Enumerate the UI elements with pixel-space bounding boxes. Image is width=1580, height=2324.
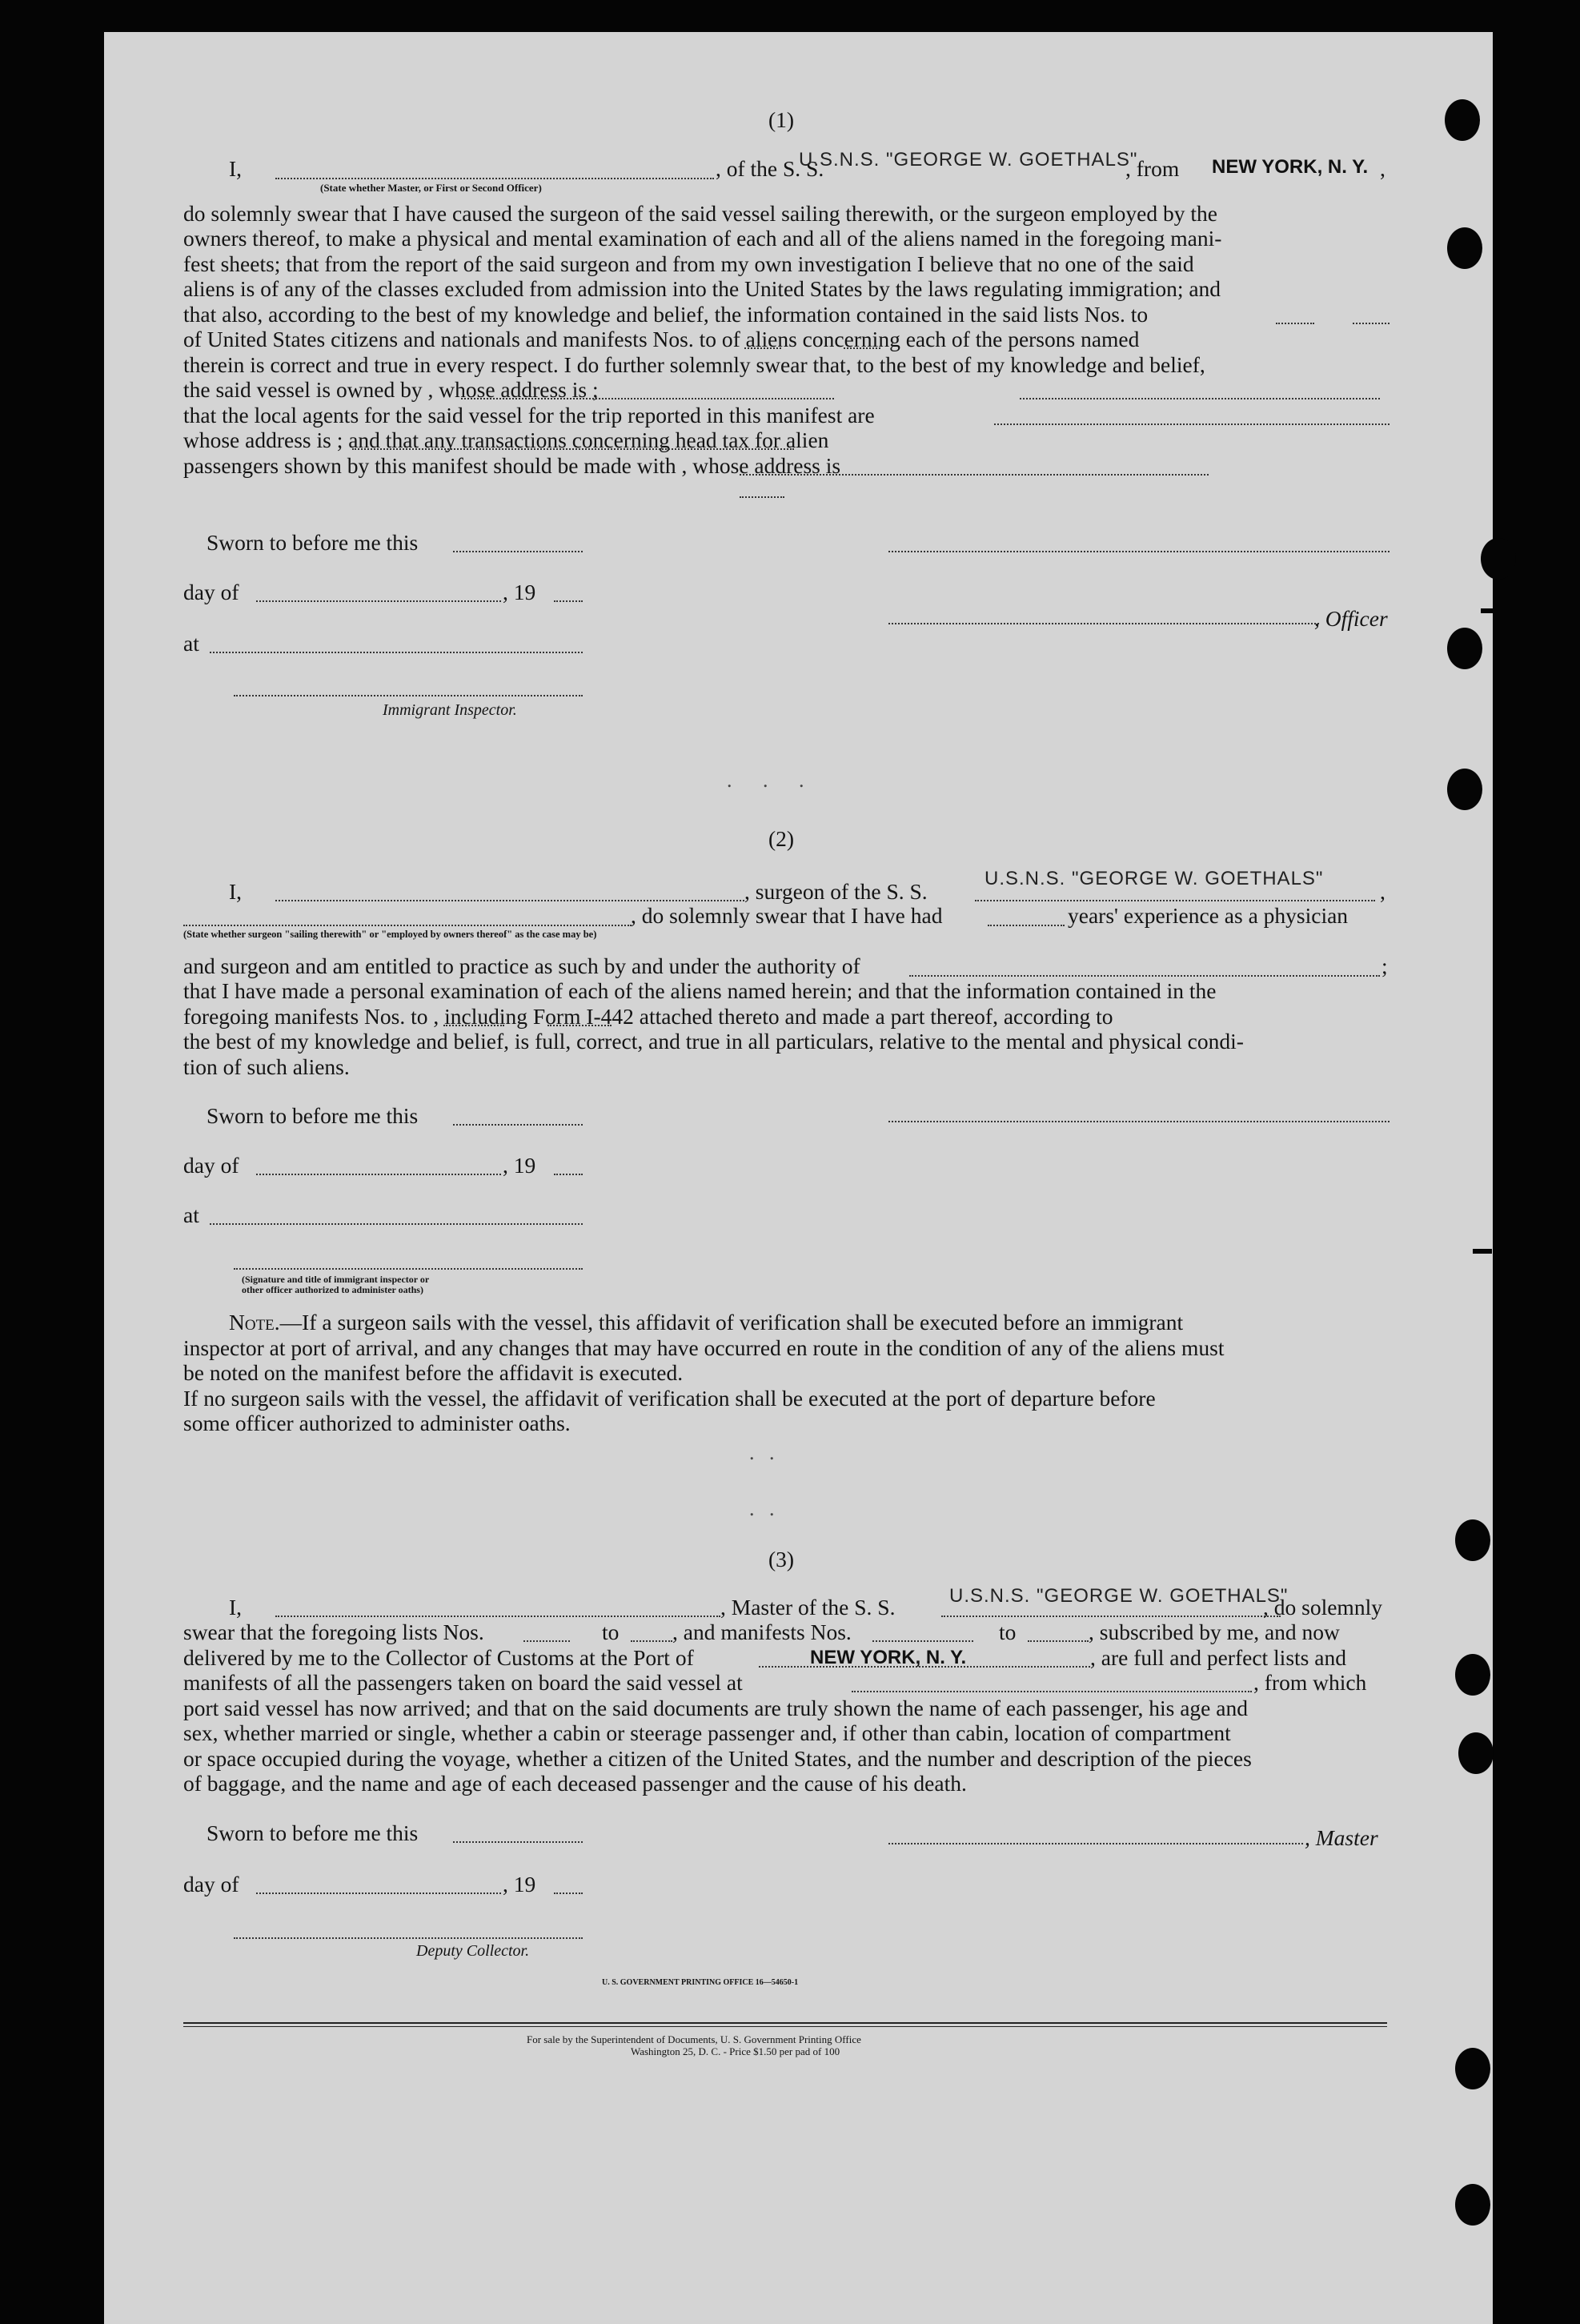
s1-body-1: do solemnly swear that I have caused the surgeon of the said vessel sailing therewith, or the surgeon employed by the	[183, 201, 1217, 226]
s3-body-4: of baggage, and the name and age of each deceased passenger and the cause of his death.	[183, 1771, 967, 1796]
s1-sworn-line[interactable]	[453, 551, 583, 552]
s1-day-label: day of	[183, 580, 239, 604]
s2-comma: ,	[1380, 879, 1386, 904]
s2-year-line[interactable]	[554, 1174, 583, 1175]
s2-i: I,	[229, 879, 243, 904]
s1-of-the-ss: , of the S. S.	[716, 156, 824, 181]
section-1-number: (1)	[768, 107, 795, 132]
s1-sworn-label: Sworn to before me this	[207, 530, 419, 555]
s3-deputy-label: Deputy Collector.	[416, 1942, 530, 1960]
punch-hole	[1445, 99, 1480, 141]
s2-dots: . .	[749, 1441, 780, 1464]
punch-hole	[1481, 538, 1516, 580]
s1-headtax-line[interactable]	[740, 474, 1209, 476]
s3-manifests-to-line[interactable]	[1028, 1640, 1089, 1642]
s1-year-line[interactable]	[554, 600, 583, 602]
s2-years-line[interactable]	[988, 925, 1065, 926]
s1-officer-label: , Officer	[1314, 606, 1388, 631]
s3-master-sign-line[interactable]	[888, 1843, 1303, 1844]
s2-note-1	[229, 1310, 1183, 1335]
s1-body-4: aliens is of any of the classes excluded from admission into the United States by the laws regulating immigration; and	[183, 276, 1221, 301]
s1-body-6: of United States citizens and nationals and manifests Nos. to of aliens concerning each of the persons named	[183, 327, 1140, 351]
s1-inspector-label: Immigrant Inspector.	[383, 701, 517, 719]
s1-body-3: fest sheets; that from the report of the said surgeon and from my own investigation I believe that no one of the said	[183, 251, 1194, 276]
punch-hole	[1458, 1732, 1494, 1774]
s3-year-line[interactable]	[554, 1893, 583, 1894]
punch-hole	[1455, 1654, 1490, 1696]
s1-manifests-to-line[interactable]	[844, 347, 880, 349]
footer-rule-2	[183, 2026, 1387, 2027]
s2-note-text-1: —If a surgeon sails with the vessel, this affidavit of verification shall be executed before an immigrant	[279, 1310, 1184, 1335]
s2-practice-line[interactable]	[183, 925, 632, 926]
s2-body-2: that I have made a personal examination of each of the aliens named herein; and that the information contained in the	[183, 978, 1217, 1003]
punch-hole	[1455, 2184, 1490, 2226]
s1-body-2: owners thereof, to make a physical and mental examination of each and all of the aliens named in the foregoing mani-	[183, 226, 1222, 251]
s2-day-line[interactable]	[256, 1174, 501, 1175]
s2-ship-line[interactable]	[975, 900, 1375, 901]
s3-master-of: , Master of the S. S.	[720, 1595, 896, 1620]
s1-year-label: , 19	[503, 580, 536, 604]
s2-note-5: some officer authorized to administer oaths.	[183, 1411, 571, 1435]
s2-note-4: If no surgeon sails with the vessel, the affidavit of verification shall be executed at the port of departure before	[183, 1386, 1156, 1411]
footer-sale-1: For sale by the Superintendent of Documents, U. S. Government Printing Office	[527, 2033, 861, 2045]
s1-owner-line[interactable]	[461, 398, 834, 399]
s2-semicolon: ;	[1381, 953, 1388, 978]
s2-ship-name: U.S.N.S. "GEORGE W. GOETHALS"	[984, 868, 1324, 889]
s2-sworn-label: Sworn to before me this	[207, 1103, 419, 1128]
s1-day-line[interactable]	[256, 600, 501, 602]
s3-line3-b: , are full and perfect lists and	[1090, 1645, 1346, 1670]
s1-body-9: that the local agents for the said vessel for the trip reported in this manifest are	[183, 403, 875, 427]
s2-authority-line[interactable]	[909, 975, 1380, 977]
s3-line2-d: to	[999, 1620, 1017, 1644]
s2-years-label: years' experience as a physician	[1068, 903, 1349, 928]
s2-year-label: , 19	[503, 1153, 536, 1178]
s1-ship-name: U.S.N.S. "GEORGE W. GOETHALS"	[799, 149, 1138, 171]
s3-sworn-line[interactable]	[453, 1841, 583, 1843]
s1-agents-line[interactable]	[994, 423, 1390, 425]
s3-deputy-line[interactable]	[234, 1937, 583, 1939]
s3-master-label: , Master	[1305, 1825, 1378, 1850]
s3-day-label: day of	[183, 1872, 239, 1897]
s3-port-stamp: NEW YORK, N. Y.	[810, 1647, 967, 1668]
s1-at-line[interactable]	[210, 652, 583, 653]
s1-at-label: at	[183, 631, 199, 656]
s2-day-label: day of	[183, 1153, 239, 1178]
s1-headtax-address-line[interactable]	[740, 496, 784, 498]
s3-lists-from-line[interactable]	[523, 1640, 570, 1642]
s2-manifest-to-line[interactable]	[547, 1025, 612, 1026]
s2-at-line[interactable]	[210, 1223, 583, 1225]
s1-dots: . . .	[727, 769, 817, 792]
s2-note-label: Note.	[229, 1310, 280, 1335]
s2-sworn-line[interactable]	[453, 1124, 583, 1126]
footer-sale-2: Washington 25, D. C. - Price $1.50 per pad of 100	[631, 2045, 840, 2057]
s3-lists-to-line[interactable]	[631, 1640, 672, 1642]
punch-hole	[1447, 769, 1482, 810]
s2-note-2: inspector at port of arrival, and any changes that may have occurred en route in the condition of any of the aliens must	[183, 1335, 1225, 1360]
section-2-number: (2)	[768, 826, 795, 851]
s1-i: I,	[229, 156, 243, 181]
s3-line2-c: , and manifests Nos.	[672, 1620, 852, 1644]
s3-ship-name: U.S.N.S. "GEORGE W. GOETHALS"	[949, 1585, 1289, 1607]
s3-day-line[interactable]	[256, 1893, 501, 1894]
s2-body-4: the best of my knowledge and belief, is full, correct, and true in all particulars, relative to the mental and physical condi-	[183, 1029, 1244, 1054]
s1-officer-line[interactable]	[888, 623, 1319, 624]
s3-line2-a: swear that the foregoing lists Nos.	[183, 1620, 484, 1644]
s3-line3-a: delivered by me to the Collector of Customs at the Port of	[183, 1645, 694, 1670]
section-3-number: (3)	[768, 1547, 795, 1571]
s2-surgeon-name-line[interactable]	[275, 900, 744, 901]
s1-officer-name-line[interactable]	[275, 178, 714, 179]
s1-lists-to-line[interactable]	[1353, 323, 1390, 324]
s3-line4-a: manifests of all the passengers taken on board the said vessel at	[183, 1670, 743, 1695]
punch-hole	[1447, 227, 1482, 269]
s2-at-label: at	[183, 1202, 199, 1227]
s2-dots-2: . .	[749, 1497, 780, 1520]
s1-manifests-from-line[interactable]	[744, 347, 781, 349]
punch-mark	[1473, 1249, 1492, 1254]
s3-line4-b: , from which	[1253, 1670, 1367, 1695]
punch-mark	[1481, 608, 1500, 613]
s2-sig-note-2: other officer authorized to administer oaths)	[242, 1284, 423, 1295]
s3-line2-b: to	[602, 1620, 620, 1644]
s3-line2-e: , subscribed by me, and now	[1089, 1620, 1340, 1644]
s1-body-10: whose address is ; and that any transactions concerning head tax for alien	[183, 427, 829, 452]
s1-body-8: the said vessel is owned by , whose address is ;	[183, 377, 599, 402]
s1-inspector-line[interactable]	[234, 695, 583, 696]
s3-body-3: or space occupied during the voyage, whether a citizen of the United States, and the number and description of the pieces	[183, 1746, 1252, 1771]
s2-swear: , do solemnly swear that I have had	[631, 903, 943, 928]
s3-boarding-port-line[interactable]	[852, 1691, 1252, 1692]
s1-owner-address-line[interactable]	[1020, 398, 1380, 399]
s2-surgeon-note: (State whether surgeon "sailing therewith" or "employed by owners thereof" as the case may be)	[183, 929, 597, 940]
s3-sworn-label: Sworn to before me this	[207, 1820, 419, 1845]
punch-hole	[1447, 628, 1482, 669]
s2-note-3: be noted on the manifest before the affidavit is executed.	[183, 1360, 684, 1385]
s2-manifest-from-line[interactable]	[443, 1025, 504, 1026]
s3-i: I,	[229, 1595, 243, 1620]
s1-body-11: passengers shown by this manifest should be made with , whose address is	[183, 453, 841, 478]
s1-lists-from-line[interactable]	[1276, 323, 1314, 324]
s3-body-1: port said vessel has now arrived; and that on the said documents are truly shown the name of each passenger, his age and	[183, 1696, 1248, 1720]
punch-hole	[1455, 2048, 1490, 2089]
s1-officer-note: (State whether Master, or First or Second Officer)	[320, 182, 542, 194]
s3-year-label: , 19	[503, 1872, 536, 1897]
s2-surgeon-of: , surgeon of the S. S.	[744, 879, 928, 904]
s1-comma: ,	[1380, 156, 1386, 181]
s1-officer-sign-line[interactable]	[888, 551, 1390, 552]
s1-agents-address-line[interactable]	[352, 448, 794, 450]
s3-master-name-line[interactable]	[275, 1616, 720, 1617]
s2-body-1: and surgeon and am entitled to practice as such by and under the authority of	[183, 953, 860, 978]
gpo-imprint: U. S. GOVERNMENT PRINTING OFFICE 16—54650-1	[602, 1978, 799, 1987]
s1-from: , from	[1125, 156, 1180, 181]
s3-ship-line[interactable]	[941, 1616, 1281, 1617]
punch-hole	[1455, 1519, 1490, 1561]
footer-rule-1	[183, 2022, 1387, 2024]
s1-body-7: therein is correct and true in every respect. I do further solemnly swear that, to the best of my knowledge and belief,	[183, 352, 1205, 377]
s1-port-stamp: NEW YORK, N. Y.	[1212, 156, 1369, 178]
s2-body-3: foregoing manifests Nos. to , including Form I-442 attached thereto and made a part thereof, according to	[183, 1004, 1113, 1029]
s3-manifests-from-line[interactable]	[872, 1640, 973, 1642]
s2-sign-line[interactable]	[888, 1121, 1390, 1122]
s3-solemnly: , do solemnly	[1263, 1595, 1382, 1620]
s2-sig-note-1: (Signature and title of immigrant inspector or	[242, 1274, 430, 1285]
s1-body-5: that also, according to the best of my knowledge and belief, the information contained in the said lists Nos. to	[183, 302, 1149, 327]
s2-inspector-sign-line[interactable]	[234, 1268, 583, 1270]
s3-body-2: sex, whether married or single, whether a cabin or steerage passenger and, if other than cabin, location of compartment	[183, 1720, 1231, 1745]
s2-body-5: tion of such aliens.	[183, 1054, 350, 1079]
